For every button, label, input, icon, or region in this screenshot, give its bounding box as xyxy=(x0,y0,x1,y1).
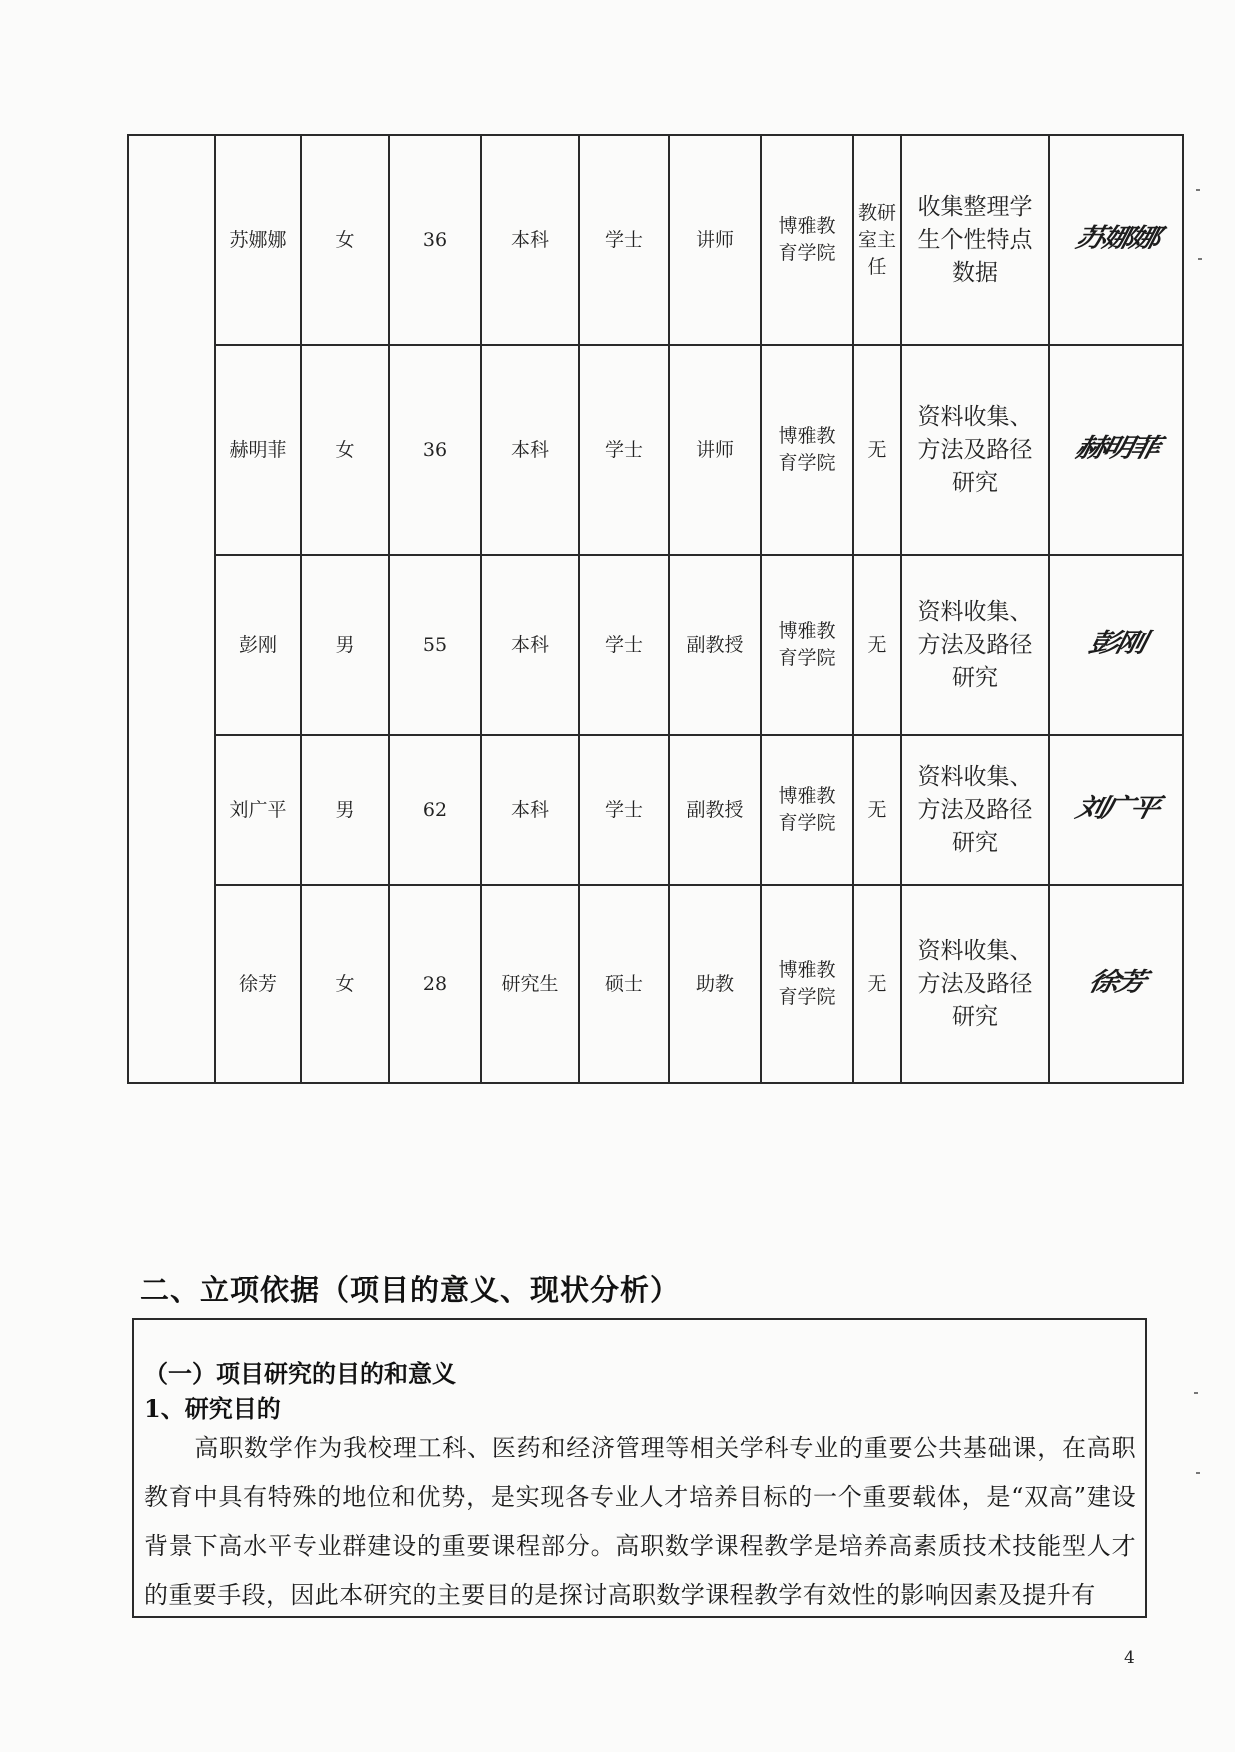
member-education: 本科 xyxy=(481,735,579,885)
handwritten-signature: 赫明菲 xyxy=(1072,433,1160,463)
member-name: 刘广平 xyxy=(215,735,301,885)
member-admin-post: 无 xyxy=(853,555,901,735)
scan-speck xyxy=(1194,1392,1198,1394)
member-task: 资料收集、方法及路径研究 xyxy=(901,885,1049,1083)
member-row xyxy=(128,345,1183,555)
member-title: 讲师 xyxy=(669,135,761,345)
member-task: 收集整理学生个性特点数据 xyxy=(901,135,1049,345)
member-age: 28 xyxy=(389,885,481,1083)
scan-speck xyxy=(1198,258,1202,260)
member-name: 彭刚 xyxy=(215,555,301,735)
member-signature-cell xyxy=(1049,345,1183,555)
member-admin-post: 无 xyxy=(853,345,901,555)
member-task: 资料收集、方法及路径研究 xyxy=(901,735,1049,885)
member-department: 博雅教育学院 xyxy=(761,735,853,885)
subsection-title: （一）项目研究的目的和意义 xyxy=(144,1359,456,1388)
member-signature-cell xyxy=(1049,135,1183,345)
section-title: 二、立项依据（项目的意义、现状分析） xyxy=(140,1273,681,1307)
member-age: 36 xyxy=(389,135,481,345)
member-title: 讲师 xyxy=(669,345,761,555)
project-members-table xyxy=(127,134,1184,1084)
handwritten-signature: 彭刚 xyxy=(1085,628,1147,658)
member-department: 博雅教育学院 xyxy=(761,345,853,555)
member-degree: 硕士 xyxy=(579,885,669,1083)
member-name: 苏娜娜 xyxy=(215,135,301,345)
member-degree: 学士 xyxy=(579,555,669,735)
member-education: 本科 xyxy=(481,135,579,345)
member-department: 博雅教育学院 xyxy=(761,885,853,1083)
member-gender: 女 xyxy=(301,345,389,555)
member-degree: 学士 xyxy=(579,345,669,555)
handwritten-signature: 徐芳 xyxy=(1085,967,1147,997)
member-signature-cell xyxy=(1049,885,1183,1083)
subsubsection-title: 1、研究目的 xyxy=(144,1394,281,1423)
paragraph-text: 高职数学作为我校理工科、医药和经济管理等相关学科专业的重要公共基础课，在高职教育中具有特殊的地位和优势，是实现各专业人才培养目标的一个重要载体，是“双高”建设背景下高水平专业群建设的重要课程部分。高职数学课程教学是培养高素质技术技能型人才的重要手段，因此本研究的主要目的是探讨高职数学课程教学有效性的影响因素及提升有 xyxy=(144,1434,1136,1609)
member-signature-cell xyxy=(1049,555,1183,735)
member-name: 徐芳 xyxy=(215,885,301,1083)
member-degree: 学士 xyxy=(579,135,669,345)
scan-speck xyxy=(1196,189,1200,191)
member-gender: 男 xyxy=(301,735,389,885)
member-education: 研究生 xyxy=(481,885,579,1083)
member-task: 资料收集、方法及路径研究 xyxy=(901,345,1049,555)
member-degree: 学士 xyxy=(579,735,669,885)
member-age: 55 xyxy=(389,555,481,735)
member-admin-post: 教研室主任 xyxy=(853,135,901,345)
handwritten-signature: 刘广平 xyxy=(1072,793,1160,823)
handwritten-signature: 苏娜娜 xyxy=(1072,223,1160,253)
research-purpose-paragraph xyxy=(144,1424,1136,1620)
member-education: 本科 xyxy=(481,345,579,555)
member-title: 副教授 xyxy=(669,735,761,885)
member-title: 副教授 xyxy=(669,555,761,735)
member-age: 62 xyxy=(389,735,481,885)
member-department: 博雅教育学院 xyxy=(761,555,853,735)
member-row xyxy=(128,885,1183,1083)
member-education: 本科 xyxy=(481,555,579,735)
members-label-cell xyxy=(128,135,215,1083)
member-name: 赫明菲 xyxy=(215,345,301,555)
member-gender: 女 xyxy=(301,135,389,345)
member-admin-post: 无 xyxy=(853,885,901,1083)
page-number: 4 xyxy=(1124,1648,1135,1668)
member-gender: 女 xyxy=(301,885,389,1083)
scan-speck xyxy=(1196,1472,1200,1474)
member-age: 36 xyxy=(389,345,481,555)
member-row xyxy=(128,135,1183,345)
member-task: 资料收集、方法及路径研究 xyxy=(901,555,1049,735)
member-gender: 男 xyxy=(301,555,389,735)
member-department: 博雅教育学院 xyxy=(761,135,853,345)
member-admin-post: 无 xyxy=(853,735,901,885)
member-row xyxy=(128,735,1183,885)
member-row xyxy=(128,555,1183,735)
member-title: 助教 xyxy=(669,885,761,1083)
member-signature-cell xyxy=(1049,735,1183,885)
